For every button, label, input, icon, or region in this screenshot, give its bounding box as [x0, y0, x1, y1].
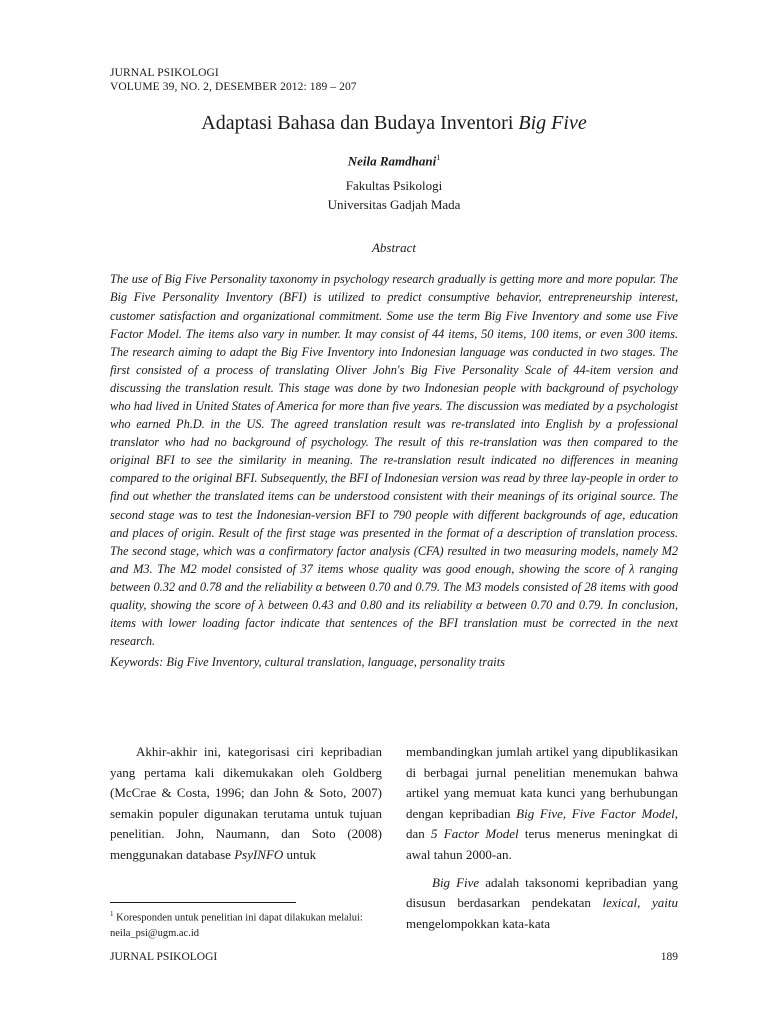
page-number: 189 — [660, 951, 678, 963]
page-footer — [110, 951, 678, 963]
text-run: terus menerus meningkat di awal tahun 2000-an. — [406, 826, 678, 862]
left-column — [110, 742, 382, 866]
text-run: untuk — [283, 846, 317, 862]
text-run: Akhir-akhir ini, kategorisasi ciri kepribadian yang pertama kali dikemukakan oleh Goldberg (McCrae & Costa, 1996; dan John & Soto, 2007) semakin populer digunakan terutama untuk tujuan penelitian. John, Naumann, dan Soto (2008) menggunakan database — [110, 744, 382, 862]
text-italic: Big Five — [432, 874, 480, 890]
journal-name: JURNAL PSIKOLOGI — [110, 67, 219, 79]
affiliation — [110, 176, 678, 214]
right-column — [406, 742, 678, 934]
footer-journal: JURNAL PSIKOLOGI — [110, 951, 218, 963]
footnote-rule — [110, 902, 296, 903]
abstract-heading: Abstract — [371, 240, 417, 256]
text-italic: Big Five, Five Factor Model — [516, 805, 675, 821]
author-footnote-mark: 1 — [436, 153, 441, 162]
text-italic: PsyINFO — [234, 846, 284, 862]
abstract-text: The use of Big Five Personality taxonomy in psychology research gradually is getting more and more popular. The Big Five Personality Inventory (BFI) is utilized to predict consumptive behavior, entrepreneurship interest, customer satisfaction and organizational commitment. Some use the term Big Five Inventory and some use Five Factor Model. The items also vary in number. It may consist of 44 items, 50 items, 100 items, or even 300 items. The research aiming to adapt the Big Five Inventory into Indonesian language was conducted in two stages. The first consisted of a process of translating Oliver John's Big Five Personality Scale of 44-item version and discussing the translation result. This stage was done by two Indonesian people with background of psychology who had lived in United States of America for more than five years. The discussion was mediated by a psychologist who earned Ph.D. in the US. The agreed translation result was re-translated into English by a professional translator who had no background of psychology. The result of this re-translation was then compared to the original BFI to see the similarity in meaning. The re-translation result indicated no differences in meaning compared to the original BFI. Subsequently, the BFI of Indonesian version was read by three lay-people in order to find out whether the translated items can be understood consistent with their meanings of its original source. The second stage was to test the Indonesian-version BFI to 790 people with different backgrounds of age, education and places of origin. Result of the first stage was presented in the format of a description of translation process. The second stage, which was a confirmatory factor analysis (CFA) resulted in two measuring models, namely M2 and M3. The M2 model consisted of 37 items whose quality was good enough, showing the score of λ ranging between 0.32 and 0.78 and the reliability α between 0.70 and 0.79. The M3 models consisted of 28 items with good quality, showing the score of λ between 0.43 and 0.80 and its reliability α between 0.70 and 0.79. In conclusion, items with lower loading factor indicate that sentences of the BFI translation must be corrected in the next research. — [110, 272, 678, 649]
affiliation-university: Universitas Gadjah Mada — [327, 197, 461, 213]
affiliation-faculty: Fakultas Psikologi — [345, 178, 443, 194]
paragraph — [406, 742, 678, 866]
page — [110, 66, 678, 670]
volume-info: VOLUME 39, NO. 2, DESEMBER 2012: 189 – 207 — [110, 81, 357, 93]
author-name: Neila Ramdhani — [347, 153, 437, 169]
text-run: , dan — [406, 805, 678, 842]
paragraph — [110, 742, 382, 866]
running-header — [110, 66, 678, 94]
text-italic: 5 Factor Model — [431, 826, 519, 842]
text-run: mengelompokkan kata-kata — [406, 915, 551, 931]
text-run: adalah taksonomi kepribadian yang disusun berdasarkan pendekatan — [406, 874, 678, 911]
text-run: membandingkan jumlah artikel yang dipublikasikan di berbagai jurnal penelitian menemukan bahwa artikel yang memuat kata kunci yang berhubungan dengan kepribadian — [406, 744, 678, 821]
footnote-text: Koresponden untuk penelitian ini dapat dilakukan melalui: neila_psi@ugm.ac.id — [110, 912, 363, 939]
text-italic: lexical, yaitu — [602, 895, 678, 911]
title-text: Adaptasi Bahasa dan Budaya Inventori — [201, 112, 519, 134]
author — [110, 153, 678, 169]
title-italic: Big Five — [518, 112, 587, 134]
paper-title — [110, 111, 678, 135]
footnote-mark: 1 — [110, 910, 114, 918]
paragraph — [406, 873, 678, 935]
footnote — [110, 907, 386, 941]
keywords: Keywords: Big Five Inventory, cultural translation, language, personality traits — [110, 655, 505, 670]
